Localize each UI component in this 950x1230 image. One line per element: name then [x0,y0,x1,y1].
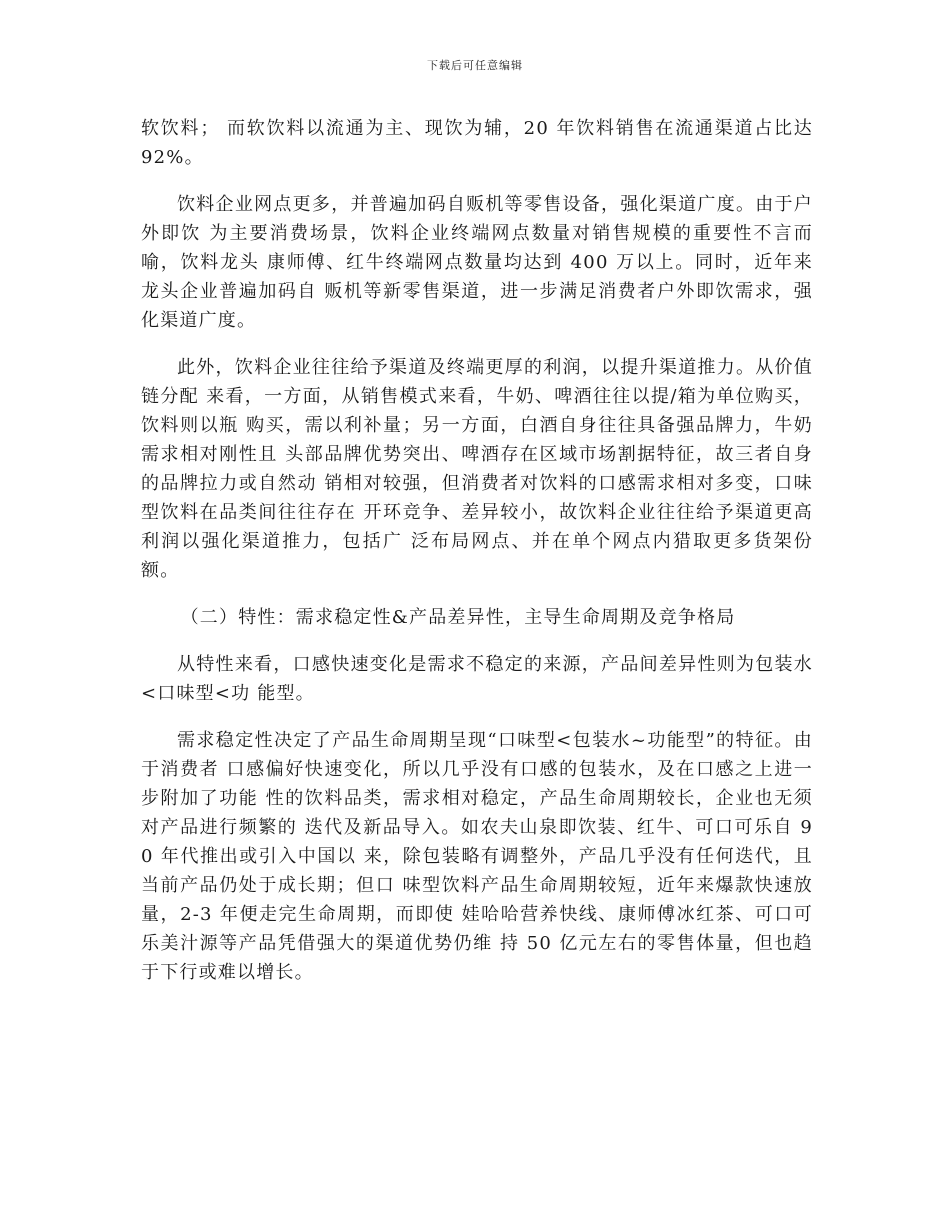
page-header-note: 下载后可任意编辑 [427,59,523,72]
document-body [141,114,813,1005]
paragraph-lifecycle: 需求稳定性决定了产品生命周期呈现“口味型<包装水~功能型”的特征。由于消费者 口感偏好快速变化，所以几乎没有口感的包装水，及在口感之上进一步附加了功能 性的饮料品类，需求相对稳定，产品生命周期较长，企业也无须对产品进行频繁的 迭代及新品导入。如农夫山泉即饮装、红牛、可口可乐自 90 年代推出或引入中国以 来，除包装略有调整外，产品几乎没有任何迭代，且当前产品仍处于成长期；但口 味型饮料产品生命周期较短，近年来爆款快速放量，2-3 年便走完生命周期，而即使 娃哈哈营养快线、康师傅冰红茶、可口可乐美汁源等产品凭借强大的渠道优势仍维 持 50 亿元左右的零售体量，但也趋于下行或难以增长。 [141,730,813,983]
section-heading: （二）特性：需求稳定性&产品差异性，主导生命周期及竞争格局 [180,607,736,628]
paragraph-characteristics: 从特性来看，口感快速变化是需求不稳定的来源，产品间差异性则为包装水<口味型<功 能型。 [141,654,813,704]
paragraph-network: 饮料企业网点更多，并普遍加码自贩机等零售设备，强化渠道广度。由于户外即饮 为主要消费场景，饮料企业终端网点数量对销售规模的重要性不言而喻，饮料龙头 康师傅、红牛终端网点数量均达到 400 万以上。同时，近年来龙头企业普遍加码自 贩机等新零售渠道，进一步满足消费者户外即饮需求，强化渠道广度。 [141,194,813,331]
paragraph-continuation: 软饮料； 而软饮料以流通为主、现饮为辅，20 年饮料销售在流通渠道占比达 92%。 [141,118,813,168]
paragraph-channel-profit: 此外，饮料企业往往给予渠道及终端更厚的利润，以提升渠道推力。从价值链分配 来看，一方面，从销售模式来看，牛奶、啤酒往往以提/箱为单位购买，饮料则以瓶 购买，需以利补量；另一方面，白酒自身往往具备强品牌力，牛奶需求相对刚性且 头部品牌优势突出、啤酒存在区域市场割据特征，故三者自身的品牌拉力或自然动 销相对较强，但消费者对饮料的口感需求相对多变，口味型饮料在品类间往往存在 开环竞争、差异较小，故饮料企业往往给予渠道更高利润以强化渠道推力，包括广 泛布局网点、并在单个网点内猎取更多货架份额。 [141,357,813,581]
